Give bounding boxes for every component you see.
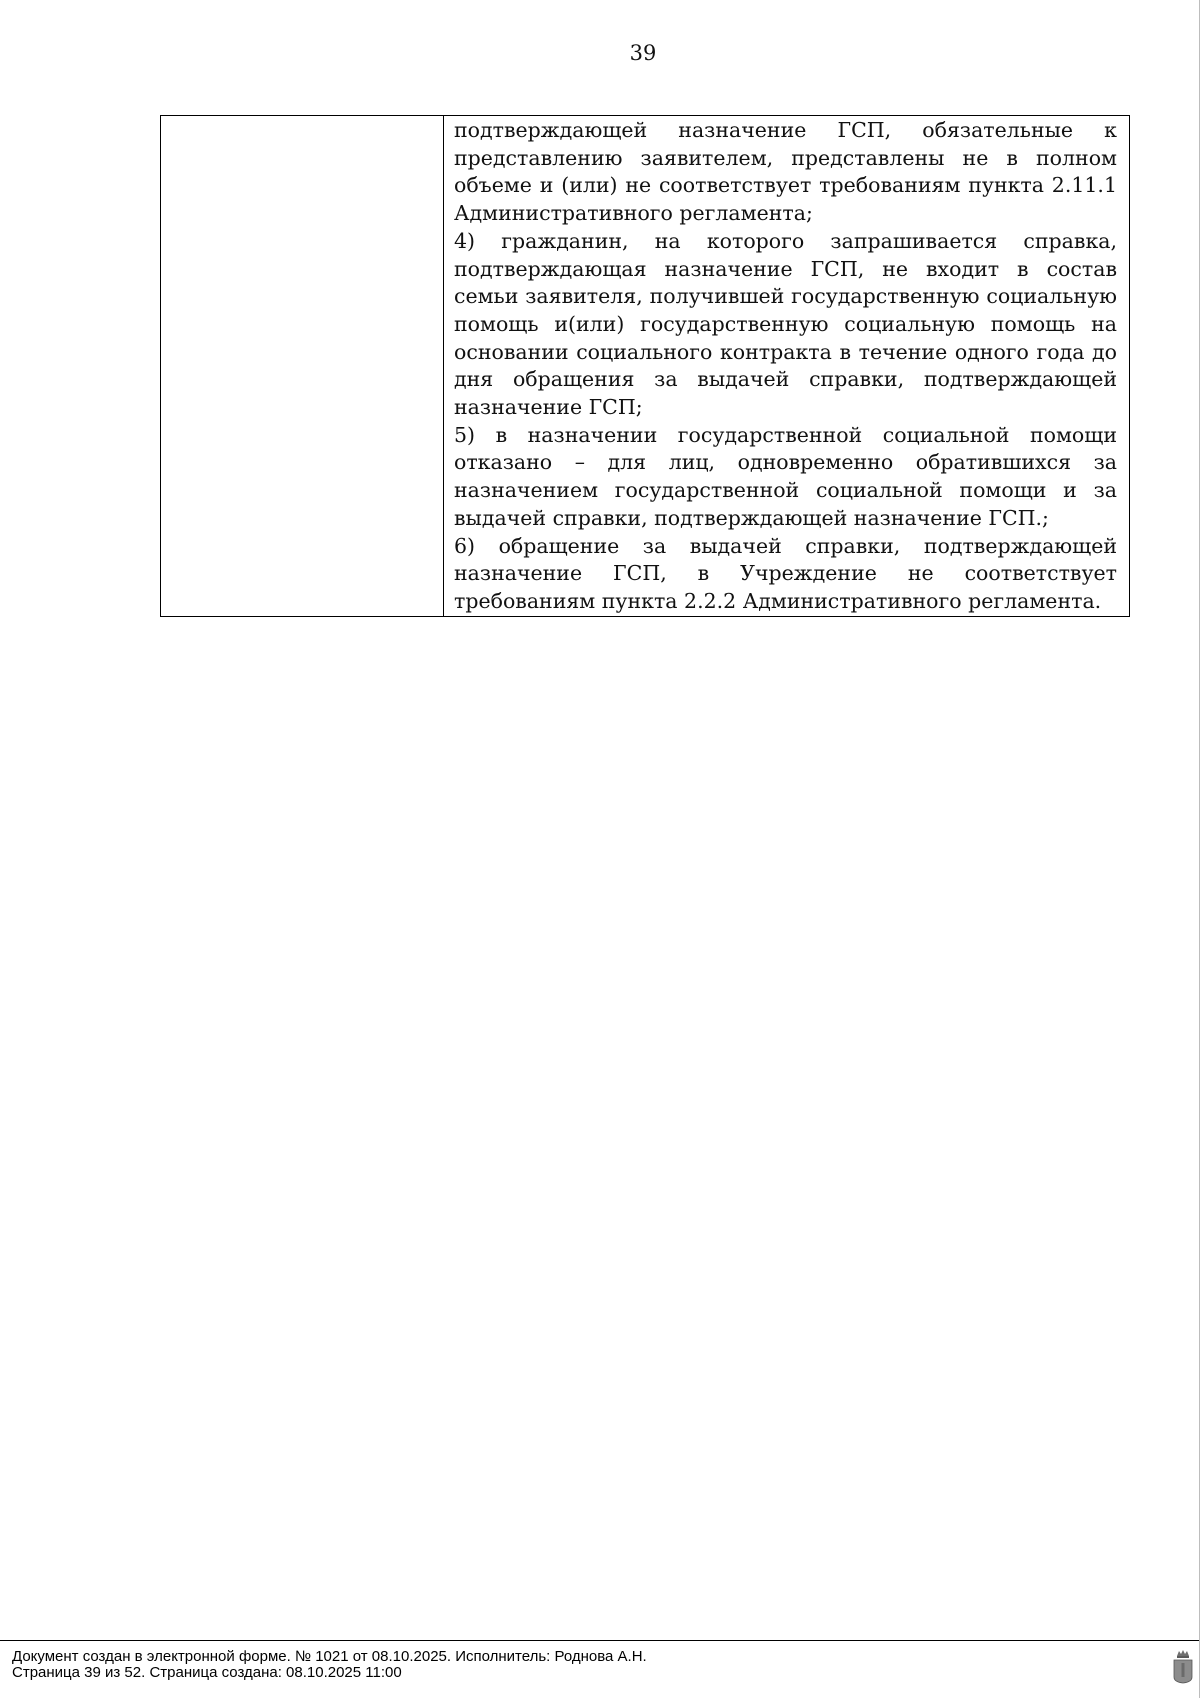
table-cell-right [444, 116, 1130, 617]
footer [12, 1649, 647, 1681]
page-number: 39 [629, 41, 657, 65]
paragraph-continuation: подтверждающей назначение ГСП, обязательные к представлению заявителем, представлены не в полном объеме и (или) не соответствует требованиям пункта 2.11.1 Административного регламента; [454, 118, 1117, 226]
paragraph-item-4: 4) гражданин, на которого запрашивается справка, подтверждающая назначение ГСП, не входит в состав семьи заявителя, получившей государственную социальную помощь и(или) государственную социальную помощь на основании социального контракта в течение одного года до дня обращения за выдачей справки, подтверждающей назначение ГСП; [454, 228, 1117, 420]
coat-of-arms-icon [1172, 1648, 1194, 1684]
footer-page-info: Страница 39 из 52. Страница создана: 08.10.2025 11:00 [12, 1664, 402, 1681]
regulation-table [160, 115, 1130, 617]
paragraph-item-6: 6) обращение за выдачей справки, подтверждающей назначение ГСП, в Учреждение не соответствует требованиям пункта 2.2.2 Административного регламента. [454, 533, 1117, 613]
table-row [161, 116, 1130, 617]
paragraph-item-5: 5) в назначении государственной социальной помощи отказано – для лиц, одновременно обратившихся за назначением государственной социальной помощи и за выдачей справки, подтверждающей назначение ГСП.; [454, 422, 1117, 530]
footer-document-info: Документ создан в электронной форме. № 1021 от 08.10.2025. Исполнитель: Роднова А.Н. [12, 1648, 647, 1665]
table-cell-left [161, 116, 444, 617]
footer-rule [0, 1640, 1199, 1641]
